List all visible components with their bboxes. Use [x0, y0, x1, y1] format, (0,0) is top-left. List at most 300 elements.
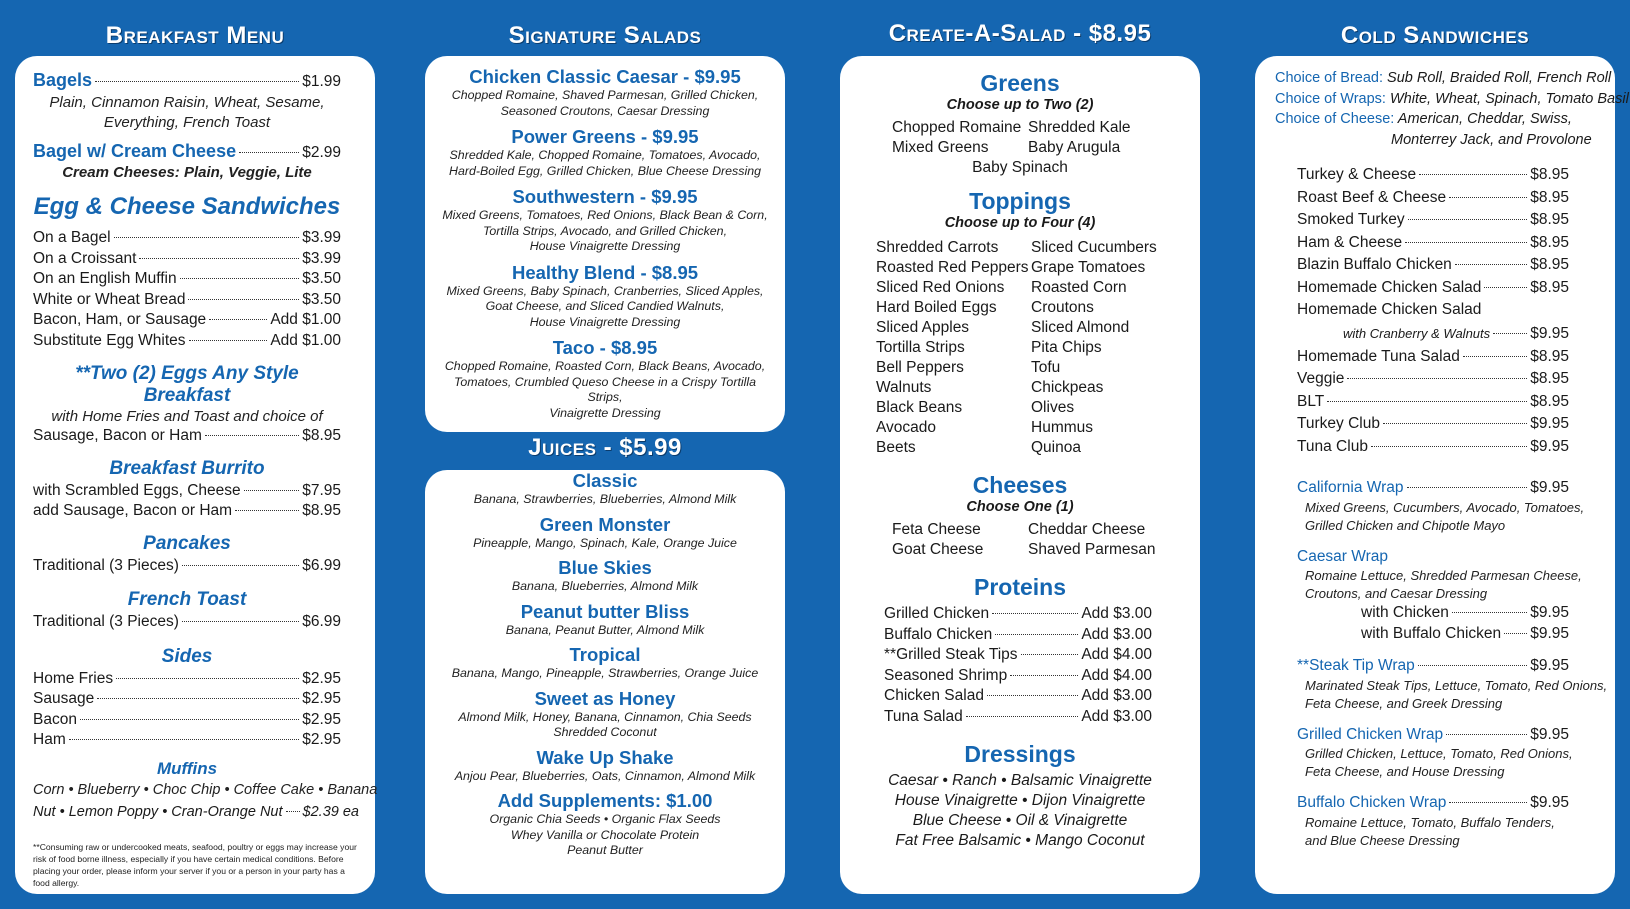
salad-name: Southwestern - $9.95 — [512, 186, 698, 207]
leader-dots — [1347, 378, 1527, 379]
leader-dots — [180, 278, 300, 279]
leader-dots — [1449, 802, 1527, 803]
topping-option: Shredded Carrots — [876, 239, 999, 256]
item-name: Sausage, Bacon or Ham — [33, 427, 202, 444]
muffins-line-1: Corn • Blueberry • Choc Chip • Coffee Cake • Banana — [33, 781, 378, 798]
topping-option: Tofu — [1031, 359, 1061, 376]
salad-item — [435, 262, 775, 331]
bagel-cc-line — [33, 141, 341, 164]
leader-dots — [209, 319, 267, 320]
topping-option: Beets — [876, 439, 916, 456]
item-name: Grilled Chicken Wrap — [1297, 725, 1444, 743]
caesar-option — [1361, 603, 1569, 624]
breakfast-panel — [15, 56, 378, 894]
hcs-line — [1297, 322, 1569, 346]
topping-option: Avocado — [876, 419, 937, 436]
juice-name: Blue Skies — [558, 557, 652, 578]
juices-panel — [425, 470, 785, 894]
wrap-desc: Feta Cheese, and House Dressing — [1305, 764, 1505, 779]
item-price: $9.95 — [1530, 415, 1569, 432]
dressing-line: Fat Free Balsamic • Mango Coconut — [895, 832, 1145, 849]
leader-dots — [244, 490, 300, 491]
leader-dots — [987, 695, 1078, 696]
sandwich-item — [1297, 232, 1569, 255]
egg-item — [33, 249, 341, 270]
choice-label: Choice of Bread: — [1275, 70, 1384, 86]
dressing-line: Caesar • Ranch • Balsamic Vinaigrette — [888, 772, 1152, 789]
salads-title: Signature Salads — [508, 22, 702, 49]
juice-item — [435, 601, 775, 639]
juice-desc: Banana, Mango, Pineapple, Strawberries, Orange Juice — [451, 666, 759, 680]
sandwich-item — [1297, 413, 1569, 436]
cheese-option: Goat Cheese — [892, 541, 984, 558]
sandwich-item — [1297, 277, 1569, 300]
item-name: Turkey Club — [1297, 415, 1380, 432]
bagels-desc: Plain, Cinnamon Raisin, Wheat, Sesame, Everything, French Toast — [49, 93, 325, 131]
choice-value: American, Cheddar, Swiss, — [1397, 111, 1572, 127]
toppings-grid — [876, 238, 1164, 458]
protein-item — [884, 666, 1152, 687]
salad-desc: Tomatoes, Crumbled Queso Cheese in a Crispy Tortilla Strips, — [453, 374, 757, 404]
sides-heading: Sides — [161, 645, 213, 667]
item-name: Bagels — [33, 70, 93, 90]
sandwich-item — [1297, 254, 1569, 277]
leader-dots — [1446, 734, 1527, 735]
cheese-choice — [1275, 109, 1595, 130]
leader-dots — [1493, 333, 1527, 334]
greens-grid — [876, 118, 1164, 158]
item-price: Add $3.00 — [1081, 625, 1152, 643]
juice-desc: Almond Milk, Honey, Banana, Cinnamon, Chia Seeds — [458, 709, 752, 724]
juice-item — [435, 470, 775, 508]
item-name: Seasoned Shrimp — [884, 666, 1008, 684]
choice-label: Choice of Wraps: — [1275, 90, 1386, 107]
toppings-heading: Toppings — [969, 188, 1071, 214]
item-price: $2.95 — [302, 710, 341, 728]
protein-item — [884, 686, 1152, 707]
wrap-item — [1297, 547, 1582, 604]
item-price: $3.99 — [302, 249, 341, 267]
cold-title: Cold Sandwiches — [1340, 22, 1530, 49]
juice-desc: Banana, Blueberries, Almond Milk — [511, 579, 699, 593]
juice-item — [435, 644, 775, 682]
sandwich-item — [1297, 391, 1569, 414]
disclaimer-text: **Consuming raw or undercooked meats, seafood, poultry or eggs may increase your risk of food borne illness, especially if you have certain medical conditions. Before placing your order, please inform your server if you or a person in your party has a food allergy. — [33, 841, 357, 888]
topping-option: Sliced Apples — [876, 319, 970, 336]
item-price: Add $1.00 — [270, 331, 341, 349]
salads-panel — [425, 56, 785, 432]
wrap-line — [1297, 793, 1569, 814]
sandwich-item — [1297, 187, 1569, 210]
green-option: Shredded Kale — [1028, 119, 1131, 136]
sandwich-item — [1297, 436, 1569, 459]
pancakes-heading: Pancakes — [143, 532, 231, 554]
leader-dots — [286, 811, 300, 812]
item-price: $2.95 — [302, 669, 341, 687]
item-name: with Buffalo Chicken — [1361, 624, 1502, 642]
proteins-heading: Proteins — [973, 574, 1067, 600]
leader-dots — [1452, 612, 1527, 613]
burrito-item — [33, 481, 341, 502]
salad-desc: House Vinaigrette Dressing — [529, 239, 681, 253]
salad-desc: Mixed Greens, Baby Spinach, Cranberries, Sliced Apples, — [446, 283, 764, 298]
item-price: $9.95 — [1530, 324, 1569, 342]
wrap-desc: Romaine Lettuce, Shredded Parmesan Cheese, — [1305, 568, 1582, 583]
green-option: Baby Arugula — [1028, 139, 1121, 156]
salad-desc: Tortilla Strips, Avocado, and Grilled Chicken, — [482, 223, 728, 238]
protein-item — [884, 625, 1152, 646]
topping-option: Croutons — [1031, 299, 1094, 316]
juice-name: Sweet as Honey — [534, 687, 676, 709]
egg-item — [33, 290, 341, 311]
leader-dots — [1407, 487, 1528, 488]
cheese-option: Cheddar Cheese — [1028, 521, 1146, 538]
dressing-line: House Vinaigrette • Dijon Vinaigrette — [894, 792, 1146, 809]
leader-dots — [1021, 654, 1079, 655]
item-price: $8.95 — [1530, 347, 1569, 365]
cheeses-grid — [876, 520, 1164, 560]
cold-panel — [1255, 56, 1629, 894]
item-name: Turkey & Cheese — [1297, 166, 1417, 183]
leader-dots — [1010, 675, 1078, 676]
item-name: Substitute Egg Whites — [33, 331, 186, 349]
leader-dots — [1504, 633, 1527, 634]
create-panel — [840, 56, 1200, 894]
wrap-item — [1297, 478, 1585, 535]
sandwich-list — [1297, 164, 1569, 299]
salad-desc: House Vinaigrette Dressing — [529, 314, 681, 329]
french-toast-heading: French Toast — [127, 589, 247, 610]
french-toast-line — [33, 612, 341, 633]
juice-item — [435, 514, 775, 552]
item-name: Buffalo Chicken — [884, 625, 993, 643]
juice-desc: Organic Chia Seeds • Organic Flax Seeds — [489, 812, 721, 826]
egg-item — [33, 331, 341, 352]
salad-desc: Mixed Greens, Tomatoes, Red Onions, Black Bean & Corn, — [442, 208, 768, 222]
item-price: $2.95 — [302, 731, 341, 748]
item-price: Add $1.00 — [270, 311, 341, 328]
juices-list — [435, 470, 775, 859]
topping-option: Sliced Almond — [1031, 319, 1130, 336]
salad-desc: Chopped Romaine, Shaved Parmesan, Grilled Chicken, — [451, 88, 759, 102]
item-price: $8.95 — [1530, 370, 1569, 387]
item-price: $9.95 — [1530, 657, 1569, 674]
green-option: Baby Spinach — [972, 159, 1068, 176]
item-price: $8.95 — [1530, 211, 1569, 228]
bagel-cc-desc: Cream Cheeses: Plain, Veggie, Lite — [62, 164, 312, 181]
caesar-option — [1361, 624, 1569, 645]
burrito-list — [33, 481, 341, 522]
leader-dots — [1405, 242, 1527, 243]
juice-name: Peanut butter Bliss — [520, 600, 690, 622]
item-name: Smoked Turkey — [1297, 211, 1405, 228]
leader-dots — [1419, 174, 1527, 175]
muffins-heading: Muffins — [156, 758, 218, 778]
cheese-option: Feta Cheese — [892, 521, 981, 538]
item-name: Homemade Tuna Salad — [1297, 347, 1460, 365]
item-price: $8.95 — [1530, 278, 1569, 296]
item-price: $2.95 — [302, 690, 341, 707]
item-price: $3.99 — [302, 229, 341, 246]
salad-item — [435, 66, 775, 119]
item-name: **Steak Tip Wrap — [1297, 657, 1415, 674]
item-name: Chicken Salad — [884, 687, 984, 704]
salads-list — [435, 66, 775, 421]
sandwich-item — [1297, 368, 1569, 391]
wrap-desc: Grilled Chicken and Chipotle Mayo — [1305, 517, 1506, 533]
topping-option: Pita Chips — [1031, 339, 1102, 356]
sandwich-list-2 — [1297, 346, 1569, 459]
leader-dots — [1418, 665, 1527, 666]
juices-title: Juices - $5.99 — [528, 434, 682, 461]
item-name: Roast Beef & Cheese — [1297, 188, 1447, 206]
item-name: **Grilled Steak Tips — [884, 646, 1018, 663]
salad-name: Healthy Blend - $8.95 — [511, 261, 699, 283]
leader-dots — [139, 258, 299, 259]
salad-name: Chicken Classic Caesar - $9.95 — [469, 66, 741, 87]
leader-dots — [1463, 356, 1527, 357]
pancakes-line — [33, 556, 341, 577]
wrap-desc: Mixed Greens, Cucumbers, Avocado, Tomatoes, — [1305, 499, 1585, 515]
leader-dots — [1327, 401, 1527, 402]
item-name: On a Bagel — [33, 229, 111, 246]
item-name: Grilled Chicken — [884, 605, 990, 622]
salad-item — [435, 337, 775, 421]
green-option: Mixed Greens — [892, 139, 989, 156]
item-name: Bacon — [33, 710, 77, 728]
toppings-subheading: Choose up to Four (4) — [944, 215, 1096, 231]
dressing-line: Blue Cheese • Oil & Vinaigrette — [912, 812, 1128, 829]
breakfast-title: Breakfast Menu — [105, 22, 285, 49]
leader-dots — [188, 299, 299, 300]
item-name: Ham & Cheese — [1297, 233, 1403, 251]
leader-dots — [1408, 219, 1528, 220]
juice-desc: Peanut Butter — [567, 843, 643, 857]
topping-option: Grape Tomatoes — [1031, 259, 1146, 276]
item-price: $6.99 — [302, 556, 341, 574]
cheese-option: Shaved Parmesan — [1028, 541, 1156, 558]
salad-name: Taco - $8.95 — [552, 337, 658, 358]
green-option: Chopped Romaine — [892, 119, 1022, 136]
wrap-desc: Marinated Steak Tips, Lettuce, Tomato, Red Onions, — [1305, 677, 1608, 693]
topping-option: Bell Peppers — [876, 359, 964, 376]
wrap-item — [1297, 793, 1569, 850]
sandwich-block — [1279, 164, 1608, 850]
juice-item — [435, 747, 775, 785]
item-price: $1.99 — [302, 73, 341, 90]
wrap-desc: Croutons, and Caesar Dressing — [1305, 586, 1488, 601]
sandwich-item — [1297, 164, 1569, 187]
choice-value: White, Wheat, Spinach, Tomato Basil — [1389, 90, 1629, 107]
juice-desc: Whey Vanilla or Chocolate Protein — [510, 827, 700, 842]
leader-dots — [80, 719, 299, 720]
wrap-desc: Romaine Lettuce, Tomato, Buffalo Tenders, — [1305, 814, 1555, 830]
proteins-list — [876, 604, 1164, 727]
item-price: $7.95 — [302, 481, 341, 499]
wrap-item — [1297, 725, 1573, 782]
dressings-list — [876, 771, 1164, 851]
choices-block — [1275, 68, 1629, 150]
item-price: $9.95 — [1530, 794, 1569, 811]
item-name: Traditional (3 Pieces) — [33, 556, 179, 574]
wraps-list — [1297, 478, 1585, 603]
item-name: Buffalo Chicken Wrap — [1297, 794, 1447, 811]
item-name: with Chicken — [1361, 604, 1449, 621]
topping-option: Black Beans — [876, 399, 963, 416]
cheeses-subheading: Choose One (1) — [966, 499, 1074, 515]
juice-name: Green Monster — [539, 513, 671, 535]
item-price: $9.95 — [1530, 624, 1569, 642]
side-item — [33, 710, 341, 731]
item-name: Ham — [33, 731, 66, 748]
leader-dots — [182, 621, 299, 622]
topping-option: Hard Boiled Eggs — [876, 299, 997, 316]
item-price: $8.95 — [302, 502, 341, 519]
topping-option: Hummus — [1031, 419, 1094, 436]
juice-desc: Anjou Pear, Blueberries, Oats, Cinnamon, Almond Milk — [454, 768, 756, 783]
side-item — [33, 689, 341, 710]
item-price: $8.95 — [1530, 256, 1569, 273]
salad-desc: Seasoned Croutons, Caesar Dressing — [500, 103, 710, 118]
leader-dots — [966, 716, 1079, 717]
leader-dots — [995, 634, 1078, 635]
egg-item — [33, 269, 341, 290]
salad-desc: Vinaigrette Dressing — [549, 405, 661, 420]
salad-desc: Hard-Boiled Egg, Grilled Chicken, Blue Cheese Dressing — [449, 163, 761, 178]
wrap-line — [1297, 547, 1569, 568]
item-price: $8.95 — [1530, 166, 1569, 183]
salad-desc: Goat Cheese, and Sliced Candied Walnuts, — [485, 299, 725, 313]
egg-sandwiches-heading: Egg & Cheese Sandwiches — [33, 193, 341, 220]
egg-item — [33, 310, 341, 331]
two-eggs-line — [33, 426, 341, 447]
wraps-choice — [1275, 89, 1629, 110]
topping-option: Roasted Red Peppers — [876, 259, 1029, 276]
item-name: Tuna Club — [1297, 437, 1368, 455]
topping-option: Walnuts — [876, 379, 932, 396]
topping-option: Tortilla Strips — [876, 339, 965, 356]
wrap-item — [1297, 656, 1608, 713]
create-title: Create-A-Salad - $8.95 — [888, 20, 1152, 47]
greens-heading: Greens — [980, 70, 1060, 96]
item-name: Traditional (3 Pieces) — [33, 613, 179, 630]
item-price: $6.99 — [302, 613, 341, 630]
protein-item — [884, 645, 1152, 666]
item-name: On an English Muffin — [33, 270, 177, 287]
juice-item — [435, 790, 775, 859]
wrap-line — [1297, 478, 1569, 499]
wrap-line — [1297, 656, 1569, 677]
greens-subheading: Choose up to Two (2) — [946, 97, 1094, 113]
leader-dots — [95, 81, 299, 82]
juice-item — [435, 688, 775, 741]
item-name: Sausage — [33, 690, 95, 707]
topping-option: Sliced Cucumbers — [1031, 239, 1157, 256]
item-price: $9.95 — [1530, 725, 1569, 743]
item-price: $8.95 — [1530, 188, 1569, 206]
two-eggs-desc: with Home Fries and Toast and choice of — [51, 408, 323, 425]
item-price: $8.95 — [302, 427, 341, 444]
item-price: $9.95 — [1530, 604, 1569, 621]
item-price: $2.39 ea — [302, 803, 359, 820]
item-price: $9.95 — [1530, 479, 1569, 496]
leader-dots — [1371, 446, 1527, 447]
item-name: Nut • Lemon Poppy • Cran-Orange Nut — [33, 803, 283, 820]
item-name: Caesar Wrap — [1297, 547, 1389, 565]
wrap-desc: Feta Cheese, and Greek Dressing — [1305, 695, 1503, 711]
leader-dots — [116, 678, 299, 679]
item-name: Homemade Chicken Salad — [1297, 278, 1482, 296]
item-price: $8.95 — [1530, 392, 1569, 410]
item-name: with Cranberry & Walnuts — [1343, 325, 1491, 341]
burrito-item — [33, 501, 341, 522]
item-price: Add $3.00 — [1081, 707, 1152, 725]
leader-dots — [1484, 287, 1527, 288]
leader-dots — [69, 739, 299, 740]
item-price: Add $3.00 — [1081, 605, 1152, 622]
leader-dots — [182, 565, 299, 566]
wrap-line — [1297, 725, 1569, 746]
juice-name: Add Supplements: $1.00 — [497, 790, 713, 811]
topping-option: Sliced Red Onions — [876, 279, 1005, 296]
item-name: Veggie — [1297, 370, 1345, 387]
leader-dots — [97, 698, 299, 699]
burrito-heading: Breakfast Burrito — [109, 457, 265, 479]
wrap-desc: Grilled Chicken, Lettuce, Tomato, Red Onions, — [1305, 746, 1573, 761]
choice-label: Choice of Cheese: — [1275, 111, 1395, 127]
leader-dots — [114, 237, 300, 238]
topping-option: Olives — [1031, 399, 1075, 416]
leader-dots — [1455, 264, 1527, 265]
item-name: BLT — [1297, 392, 1325, 410]
protein-item — [884, 707, 1152, 728]
leader-dots — [189, 340, 268, 341]
item-price: $9.95 — [1530, 437, 1569, 455]
protein-item — [884, 604, 1152, 625]
egg-item — [33, 228, 341, 249]
sandwich-item — [1297, 209, 1569, 232]
item-price: $8.95 — [1530, 233, 1569, 251]
juice-desc: Banana, Strawberries, Blueberries, Almond Milk — [473, 492, 737, 506]
item-price: $2.99 — [302, 143, 341, 161]
item-name: Blazin Buffalo Chicken — [1297, 256, 1452, 273]
salad-item — [435, 186, 775, 255]
caesar-options — [1297, 603, 1569, 644]
juice-desc: Banana, Peanut Butter, Almond Milk — [505, 622, 705, 637]
sandwich-item — [1297, 346, 1569, 369]
choice-value: Sub Roll, Braided Roll, French Roll — [1387, 70, 1612, 86]
item-price: Add $3.00 — [1081, 687, 1152, 704]
item-price: Add $4.00 — [1081, 666, 1152, 684]
item-name: California Wrap — [1297, 479, 1404, 496]
cheese-choice-cont: Monterrey Jack, and Provolone — [1391, 131, 1592, 148]
side-item — [33, 730, 341, 751]
bagels-line — [33, 70, 341, 93]
wraps-list-2 — [1297, 656, 1608, 850]
item-name: White or Wheat Bread — [33, 290, 186, 308]
dressings-heading: Dressings — [964, 741, 1076, 767]
leader-dots — [1383, 423, 1527, 424]
salad-name: Power Greens - $9.95 — [511, 126, 699, 147]
item-name: Bacon, Ham, or Sausage — [33, 311, 207, 328]
bread-choice — [1275, 68, 1612, 89]
wrap-desc: and Blue Cheese Dressing — [1305, 832, 1460, 848]
juice-desc: Pineapple, Mango, Spinach, Kale, Orange Juice — [473, 535, 737, 550]
cheeses-heading: Cheeses — [972, 472, 1068, 498]
juice-name: Classic — [572, 470, 638, 491]
sides-list — [33, 669, 341, 751]
leader-dots — [992, 613, 1078, 614]
